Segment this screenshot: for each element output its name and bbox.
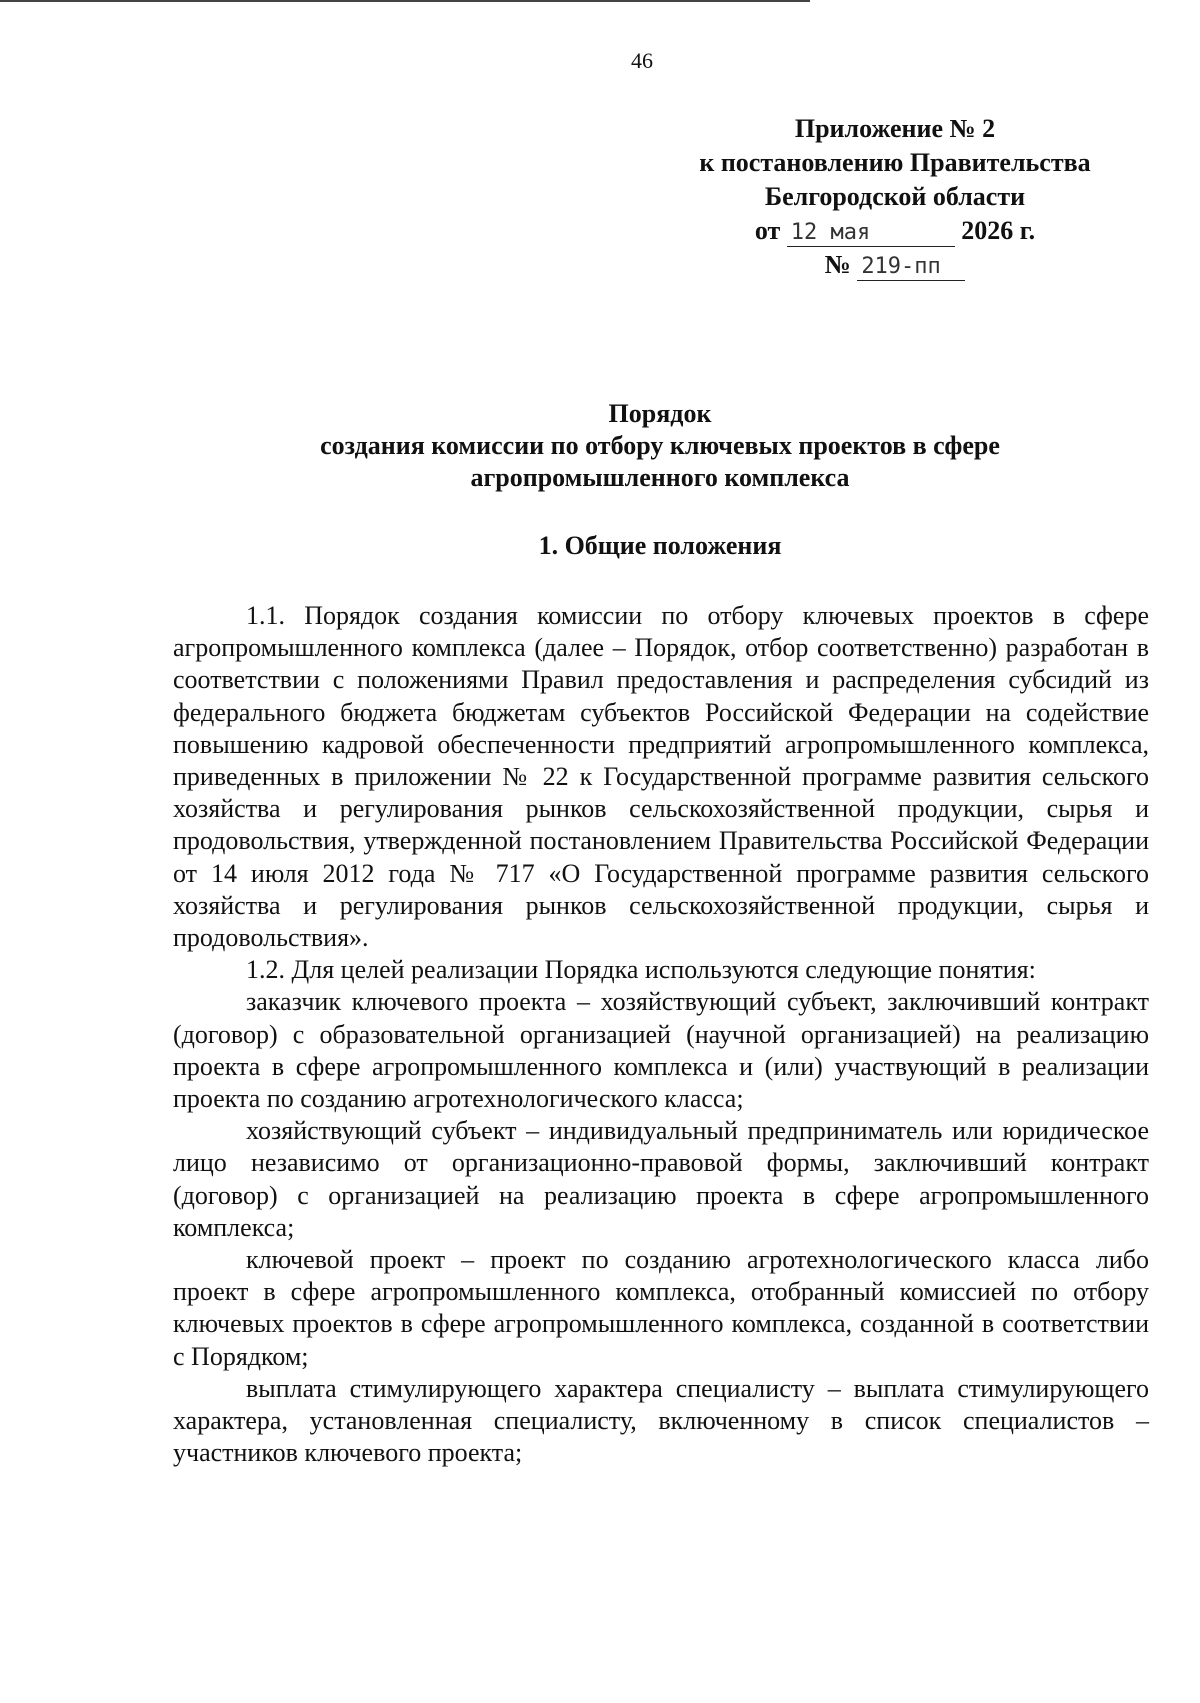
top-border-line [0, 0, 810, 2]
date-field: 12 мая [787, 220, 955, 247]
title-line: агропромышленного комплекса [470, 463, 850, 492]
paragraph: 1.1. Порядок создания комиссии по отбору ключевых проектов в сфере агропромышленного комплекса (далее – Порядок, отбор соответственно) разработан в соответствии с положениями Правил предоставления и распределения субсидий из федерального бюджета бюджетам субъектов Российской Федерации на содействие повышению кадровой обеспеченности предприятий агропромышленного комплекса, приведенных в приложении № 22 к Государственной программе развития сельского хозяйства и регулирования рынков сельскохозяйственной продукции, сырья и продовольствия, утвержденной постановлением Правительства Российской Федерации от 14 июля 2012 года № 717 «О Государственной программе развития сельского хозяйства и регулирования рынков сельскохозяйственной продукции, сырья и продовольствия». [173, 601, 1149, 953]
annex-line-region: Белгородской области [764, 182, 1026, 211]
date-year: 2026 г. [961, 216, 1036, 245]
annex-title: Приложение № 2 [794, 114, 996, 143]
number-field: 219-пп [857, 254, 965, 281]
section-heading: 1. Общие положения [538, 531, 782, 560]
number-prefix: № [824, 250, 851, 279]
paragraph: ключевой проект – проект по созданию агротехнологического класса либо проект в сфере агропромышленного комплекса, отобранный комиссией по отбору ключевых проектов в сфере агропромышленного комплекса, созданной в соответствии с Порядком; [173, 1245, 1149, 1371]
annex-number-line [660, 248, 1130, 282]
title-line: Порядок [608, 399, 712, 428]
paragraph: заказчик ключевого проекта – хозяйствующий субъект, заключивший контракт (договор) с образовательной организацией (научной организацией) на реализацию проекта в сфере агропромышленного комплекса и (или) участвующий в реализации проекта по созданию агротехнологического класса; [173, 987, 1149, 1114]
page-number: 46 [631, 48, 653, 73]
paragraph: 1.2. Для целей реализации Порядка используются следующие понятия: [246, 955, 1036, 985]
paragraph: хозяйствующий субъект – индивидуальный предприниматель или юридическое лицо независимо от организационно-правовой формы, заключивший контракт (договор) с организацией на реализацию проекта в сфере агропромышленного комплекса; [173, 1116, 1149, 1242]
annex-date-line [660, 214, 1130, 248]
annex-header [660, 112, 1130, 282]
document-title [175, 398, 1145, 494]
title-line: создания комиссии по отбору ключевых проектов в сфере [320, 431, 1000, 460]
paragraph: выплата стимулирующего характера специалисту – выплата стимулирующего характера, установленная специалисту, включенному в список специалистов – участников ключевого проекта; [173, 1373, 1149, 1468]
annex-line-resolution: к постановлению Правительства [699, 148, 1091, 177]
document-body [173, 600, 1149, 1469]
date-prefix: от [754, 216, 781, 245]
